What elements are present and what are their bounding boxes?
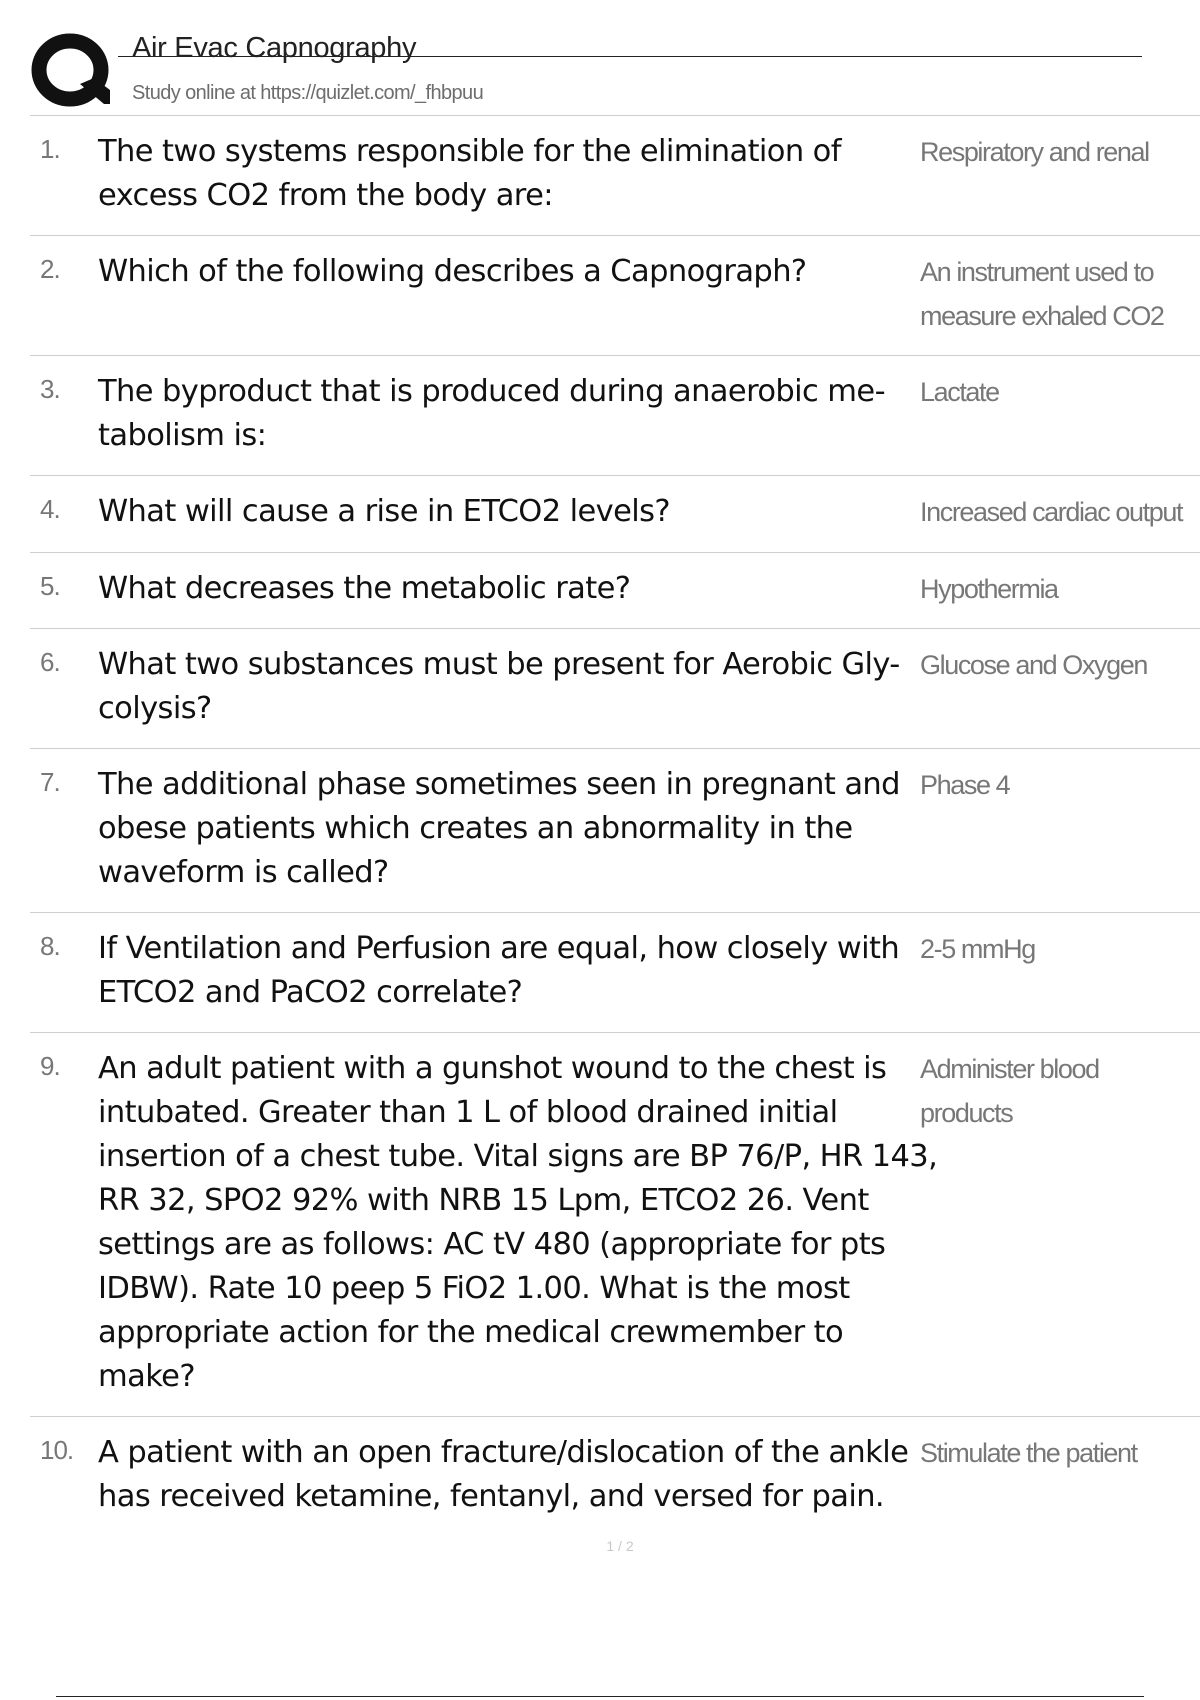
flashcard-row bbox=[30, 356, 1200, 476]
flashcard-row bbox=[30, 236, 1200, 356]
card-definition: Respiratory and renal bbox=[920, 137, 1149, 167]
card-term: If Ventilation and Perfusion are equal, how closely with ETCO2 and PaCO2 correlate? bbox=[98, 931, 900, 1010]
card-term: The byproduct that is produced during anaerobic me- tabolism is: bbox=[98, 374, 885, 453]
card-definition: An instrument used to measure exhaled CO2 bbox=[920, 257, 1164, 331]
card-number: 3. bbox=[40, 374, 60, 404]
card-number: 8. bbox=[40, 931, 60, 961]
quizlet-logo-icon bbox=[30, 28, 112, 110]
flashcard-row bbox=[30, 553, 1200, 629]
card-term: An adult patient with a gunshot wound to the chest is intubated. Greater than 1 L of blood drained initial insertion of a chest tube. Vital signs are BP 76/P, HR 143, RR 32, SPO2 92% with NRB 15 Lpm, ETCO2 26. Vent settings are as follows: AC tV 480 (appropriate for pts IDBW). Rate 10 peep 5 FiO2 1.00. What is the most appropriate action for the medical crewmember to make? bbox=[98, 1051, 938, 1394]
card-number: 7. bbox=[40, 767, 60, 797]
card-definition: 2-5 mmHg bbox=[920, 934, 1035, 964]
card-number: 10. bbox=[40, 1435, 74, 1465]
card-definition: Phase 4 bbox=[920, 770, 1010, 800]
flashcard-row bbox=[30, 116, 1200, 236]
footer-rule bbox=[56, 1696, 1144, 1697]
card-term: What will cause a rise in ETCO2 levels? bbox=[98, 494, 671, 529]
study-online-link[interactable]: Study online at https://quizlet.com/_fhbpuu bbox=[132, 82, 484, 104]
flashcard-row bbox=[30, 1417, 1200, 1537]
card-term: What decreases the metabolic rate? bbox=[98, 571, 631, 606]
flashcard-row bbox=[30, 749, 1200, 913]
card-number: 9. bbox=[40, 1051, 60, 1081]
card-definition: Increased cardiac output bbox=[920, 497, 1183, 527]
page-number: 1 / 2 bbox=[606, 1538, 634, 1554]
card-term: The additional phase sometimes seen in pregnant and obese patients which creates an abnormality in the waveform is called? bbox=[98, 767, 900, 890]
card-number: 5. bbox=[40, 571, 60, 601]
flashcard-row bbox=[30, 476, 1200, 553]
card-definition: Administer blood products bbox=[920, 1054, 1099, 1128]
card-term: What two substances must be present for Aerobic Gly- colysis? bbox=[98, 647, 900, 726]
document-title: Air Evac Capnography bbox=[132, 32, 417, 64]
flashcard-row bbox=[30, 913, 1200, 1033]
card-term: The two systems responsible for the elimination of excess CO2 from the body are: bbox=[98, 134, 841, 213]
flashcard-row bbox=[30, 1033, 1200, 1417]
card-term: A patient with an open fracture/dislocation of the ankle has received ketamine, fentanyl, and versed for pain. bbox=[98, 1435, 909, 1514]
card-number: 1. bbox=[40, 134, 60, 164]
card-definition: Hypothermia bbox=[920, 574, 1058, 604]
flashcard-list bbox=[30, 116, 1200, 1537]
flashcard-row bbox=[30, 629, 1200, 749]
card-number: 4. bbox=[40, 494, 60, 524]
card-number: 2. bbox=[40, 254, 60, 284]
card-number: 6. bbox=[40, 647, 60, 677]
card-definition: Glucose and Oxygen bbox=[920, 650, 1147, 680]
card-definition: Stimulate the patient bbox=[920, 1438, 1137, 1468]
card-term: Which of the following describes a Capnograph? bbox=[98, 254, 807, 289]
card-definition: Lactate bbox=[920, 377, 999, 407]
